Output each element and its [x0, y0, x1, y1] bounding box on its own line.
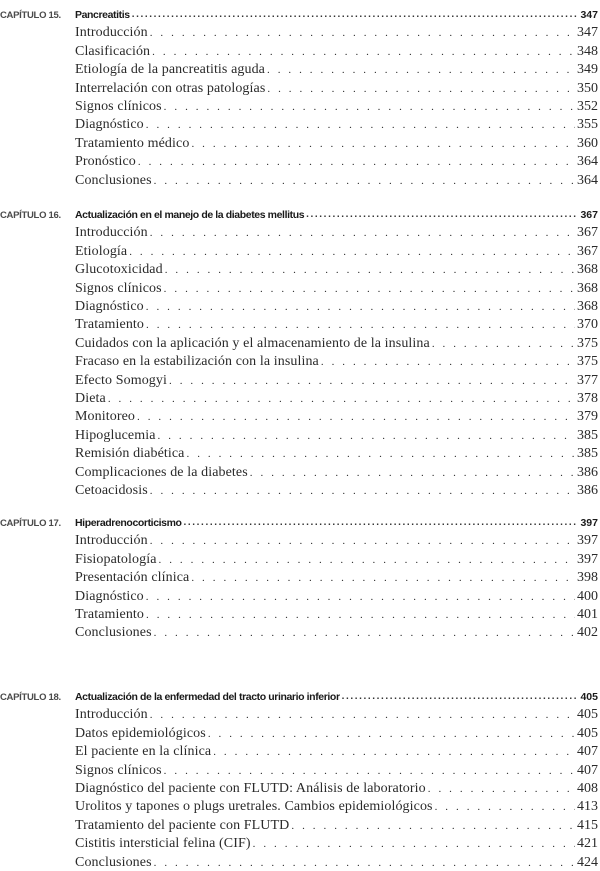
toc-entry[interactable]: [0, 426, 598, 444]
dot-leader: [306, 210, 578, 220]
toc-entry-title: Conclusiones: [75, 854, 152, 870]
dot-leader: [146, 320, 575, 330]
toc-entry-title: Urolitos y tapones o plugs uretrales. Cambios epidemiológicos: [75, 799, 433, 815]
toc-entry[interactable]: [0, 550, 598, 568]
dot-leader: [213, 747, 575, 757]
toc-entry-page-number: 386: [577, 464, 598, 480]
toc-entry-page-number: 424: [577, 854, 598, 870]
toc-entry-title: Tratamiento del paciente con FLUTD: [75, 817, 290, 833]
toc-entry-page-number: 385: [577, 427, 598, 443]
dot-leader: [342, 692, 579, 702]
toc-entry-title: Conclusiones: [75, 172, 152, 188]
toc-entry-page-number: 355: [577, 117, 598, 133]
toc-entry-title: Diagnóstico: [75, 117, 144, 133]
toc-entry[interactable]: [0, 797, 598, 815]
toc-entry-page-number: 379: [577, 409, 598, 425]
toc-entry-title: Introducción: [75, 225, 148, 241]
dot-leader: [154, 176, 575, 186]
toc-entry-page-number: 400: [577, 588, 598, 604]
toc-entry-title: Signos clínicos: [75, 99, 162, 114]
toc-entry-title: Interrelación con otras patologías: [75, 80, 266, 96]
toc-entry[interactable]: [0, 816, 598, 834]
toc-entry[interactable]: [0, 134, 598, 152]
toc-entry-page-number: 415: [577, 817, 598, 833]
chapter-title: Actualización en el manejo de la diabetes mellitus: [75, 209, 305, 221]
toc-entry-page-number: 360: [577, 135, 598, 151]
toc-entry[interactable]: [0, 315, 598, 333]
toc-entry[interactable]: [0, 761, 598, 779]
dot-leader: [267, 84, 575, 94]
toc-entry-title: Monitoreo: [75, 409, 136, 425]
toc-entry-page-number: 348: [577, 43, 598, 59]
chapter-label: CAPÍTULO 17.: [0, 518, 61, 529]
toc-entry[interactable]: [0, 60, 598, 78]
toc-entry-page-number: 367: [577, 243, 598, 259]
toc-entry[interactable]: [0, 568, 598, 586]
chapter-title: Pancreatitis: [75, 9, 130, 21]
toc-entry[interactable]: [0, 463, 598, 481]
toc-entry-page-number: 364: [577, 154, 598, 170]
dot-leader: [108, 394, 575, 404]
chapter-heading[interactable]: [0, 205, 598, 223]
dot-leader: [169, 376, 575, 386]
dot-leader: [154, 858, 575, 868]
toc-entry[interactable]: [0, 853, 598, 871]
dot-leader: [250, 468, 575, 478]
dot-leader: [165, 265, 575, 275]
toc-entry-title: Tratamiento: [75, 317, 145, 333]
dot-leader: [150, 228, 575, 238]
toc-entry[interactable]: [0, 371, 598, 389]
dot-leader: [146, 592, 575, 602]
toc-entry-page-number: 413: [577, 799, 598, 815]
chapter-label: CAPÍTULO 15.: [0, 10, 61, 21]
dot-leader: [291, 821, 575, 831]
chapter-page-number: 405: [580, 691, 598, 703]
toc-entry[interactable]: [0, 115, 598, 133]
toc-entry[interactable]: [0, 152, 598, 170]
toc-entry-page-number: 405: [577, 725, 598, 741]
dot-leader: [435, 802, 575, 812]
toc-entry-title: Cistitis intersticial felina (CIF): [75, 836, 251, 852]
toc-entry-title: Fracaso en la estabilización con la insulina: [75, 354, 319, 370]
toc-entry-title: Conclusiones: [75, 625, 152, 641]
chapter-heading[interactable]: [0, 687, 598, 705]
dot-leader: [132, 10, 579, 20]
toc-entry-title: Presentación clínica: [75, 570, 190, 586]
toc-entry[interactable]: [0, 23, 598, 41]
toc-entry-page-number: 347: [577, 25, 598, 41]
toc-entry[interactable]: [0, 42, 598, 60]
dot-leader: [159, 555, 575, 565]
toc-entry-page-number: 375: [577, 335, 598, 351]
dot-leader: [164, 766, 575, 776]
toc-entry-page-number: 405: [577, 707, 598, 723]
toc-entry-title: Introducción: [75, 533, 148, 549]
toc-entry-page-number: 377: [577, 372, 598, 388]
toc-entry[interactable]: [0, 705, 598, 723]
dot-leader: [146, 610, 575, 620]
toc-entry[interactable]: [0, 97, 598, 115]
toc-entry[interactable]: [0, 587, 598, 605]
toc-entry-title: Etiología de la pancreatitis aguda: [75, 62, 265, 78]
toc-entry-title: Introducción: [75, 707, 148, 723]
toc-entry-page-number: 401: [577, 607, 598, 622]
toc-entry-page-number: 368: [577, 299, 598, 314]
toc-entry-page-number: 386: [577, 483, 598, 498]
chapter-page-number: 397: [580, 517, 598, 529]
dot-leader: [267, 65, 575, 75]
toc-entry[interactable]: [0, 724, 598, 742]
toc-entry[interactable]: [0, 742, 598, 760]
toc-entry-title: Dieta: [75, 391, 106, 406]
dot-leader: [184, 518, 579, 528]
toc-entry-page-number: 375: [577, 354, 598, 370]
toc-entry-page-number: 408: [577, 781, 598, 796]
toc-entry-page-number: 364: [577, 172, 598, 188]
toc-entry-title: Signos clínicos: [75, 762, 162, 778]
dot-leader: [253, 839, 575, 849]
dot-leader: [191, 573, 575, 583]
dot-leader: [150, 28, 575, 38]
toc-entry-page-number: 368: [577, 262, 598, 278]
toc-entry[interactable]: [0, 279, 598, 297]
dot-leader: [164, 284, 575, 294]
dot-leader: [150, 710, 575, 720]
toc-entry-page-number: 407: [577, 744, 598, 760]
chapter-title: Hiperadrenocorticismo: [75, 517, 182, 529]
toc-entry-title: Cetoacidosis: [75, 483, 148, 498]
chapter-page-number: 347: [580, 9, 598, 21]
toc-entry[interactable]: [0, 260, 598, 278]
chapter-heading[interactable]: [0, 513, 598, 531]
toc-entry[interactable]: [0, 481, 598, 499]
dot-leader: [137, 412, 575, 422]
toc-entry-title: Diagnóstico: [75, 588, 144, 604]
toc-entry-page-number: 421: [577, 836, 598, 852]
dot-leader: [146, 120, 575, 130]
chapter-page-number: 367: [580, 209, 598, 221]
dot-leader: [158, 431, 575, 441]
toc-entry-title: Tratamiento médico: [75, 135, 190, 151]
toc-entry-title: Introducción: [75, 25, 148, 41]
toc-entry-page-number: 402: [577, 625, 598, 641]
toc-entry-title: Datos epidemiológicos: [75, 725, 206, 741]
toc-entry[interactable]: [0, 779, 598, 797]
toc-entry-page-number: 397: [577, 533, 598, 549]
dot-leader: [187, 449, 576, 459]
toc-entry[interactable]: [0, 171, 598, 189]
toc-entry[interactable]: [0, 531, 598, 549]
toc-entry-page-number: 370: [577, 317, 598, 333]
toc-entry-title: Clasificación: [75, 43, 151, 59]
toc-entry-title: Signos clínicos: [75, 280, 162, 296]
toc-entry-page-number: 368: [577, 280, 598, 296]
toc-entry-title: El paciente en la clínica: [75, 744, 212, 760]
toc-entry-page-number: 398: [577, 570, 598, 586]
dot-leader: [152, 47, 575, 57]
toc-entry-title: Fisiopatología: [75, 551, 157, 567]
toc-entry[interactable]: [0, 605, 598, 623]
toc-entry-title: Glucotoxicidad: [75, 262, 163, 278]
toc-entry[interactable]: [0, 407, 598, 425]
dot-leader: [191, 139, 575, 149]
toc-entry-page-number: 367: [577, 225, 598, 241]
toc-entry-title: Diagnóstico: [75, 299, 144, 314]
toc-entry-page-number: 407: [577, 762, 598, 778]
toc-entry[interactable]: [0, 352, 598, 370]
toc-entry-title: Hipoglucemia: [75, 427, 156, 443]
toc-entry-page-number: 385: [577, 446, 598, 462]
toc-entry-title: Complicaciones de la diabetes: [75, 464, 248, 480]
toc-entry[interactable]: [0, 334, 598, 352]
toc-entry-title: Pronóstico: [75, 154, 136, 170]
dot-leader: [138, 157, 575, 167]
dot-leader: [321, 357, 575, 367]
toc-entry-title: Diagnóstico del paciente con FLUTD: Análisis de laboratorio: [75, 781, 426, 796]
toc-entry[interactable]: [0, 623, 598, 641]
dot-leader: [129, 247, 575, 257]
toc-entry[interactable]: [0, 444, 598, 462]
toc-entry-title: Tratamiento: [75, 607, 145, 622]
toc-entry-title: Etiología: [75, 243, 128, 259]
dot-leader: [154, 628, 575, 638]
toc-entry[interactable]: [0, 223, 598, 241]
dot-leader: [146, 302, 575, 312]
toc-entry[interactable]: [0, 389, 598, 407]
toc-entry-title: Cuidados con la aplicación y el almacenamiento de la insulina: [75, 335, 430, 351]
toc-entry-page-number: 397: [577, 551, 598, 567]
dot-leader: [432, 339, 575, 349]
toc-entry[interactable]: [0, 79, 598, 97]
chapter-label: CAPÍTULO 16.: [0, 210, 61, 221]
dot-leader: [150, 486, 575, 496]
toc-entry[interactable]: [0, 242, 598, 260]
toc-entry-title: Remisión diabética: [75, 446, 185, 462]
chapter-title: Actualización de la enfermedad del tracto urinario inferior: [75, 691, 340, 703]
toc-entry-page-number: 378: [577, 391, 598, 406]
dot-leader: [428, 784, 575, 794]
toc-entry-page-number: 349: [577, 62, 598, 78]
toc-entry-page-number: 352: [577, 99, 598, 114]
toc-entry[interactable]: [0, 297, 598, 315]
chapter-label: CAPÍTULO 18.: [0, 692, 61, 703]
toc-entry[interactable]: [0, 834, 598, 852]
toc-entry-title: Efecto Somogyi: [75, 372, 167, 388]
dot-leader: [164, 102, 575, 112]
dot-leader: [208, 729, 575, 739]
chapter-heading[interactable]: [0, 5, 598, 23]
dot-leader: [150, 536, 575, 546]
toc-entry-page-number: 350: [577, 80, 598, 96]
